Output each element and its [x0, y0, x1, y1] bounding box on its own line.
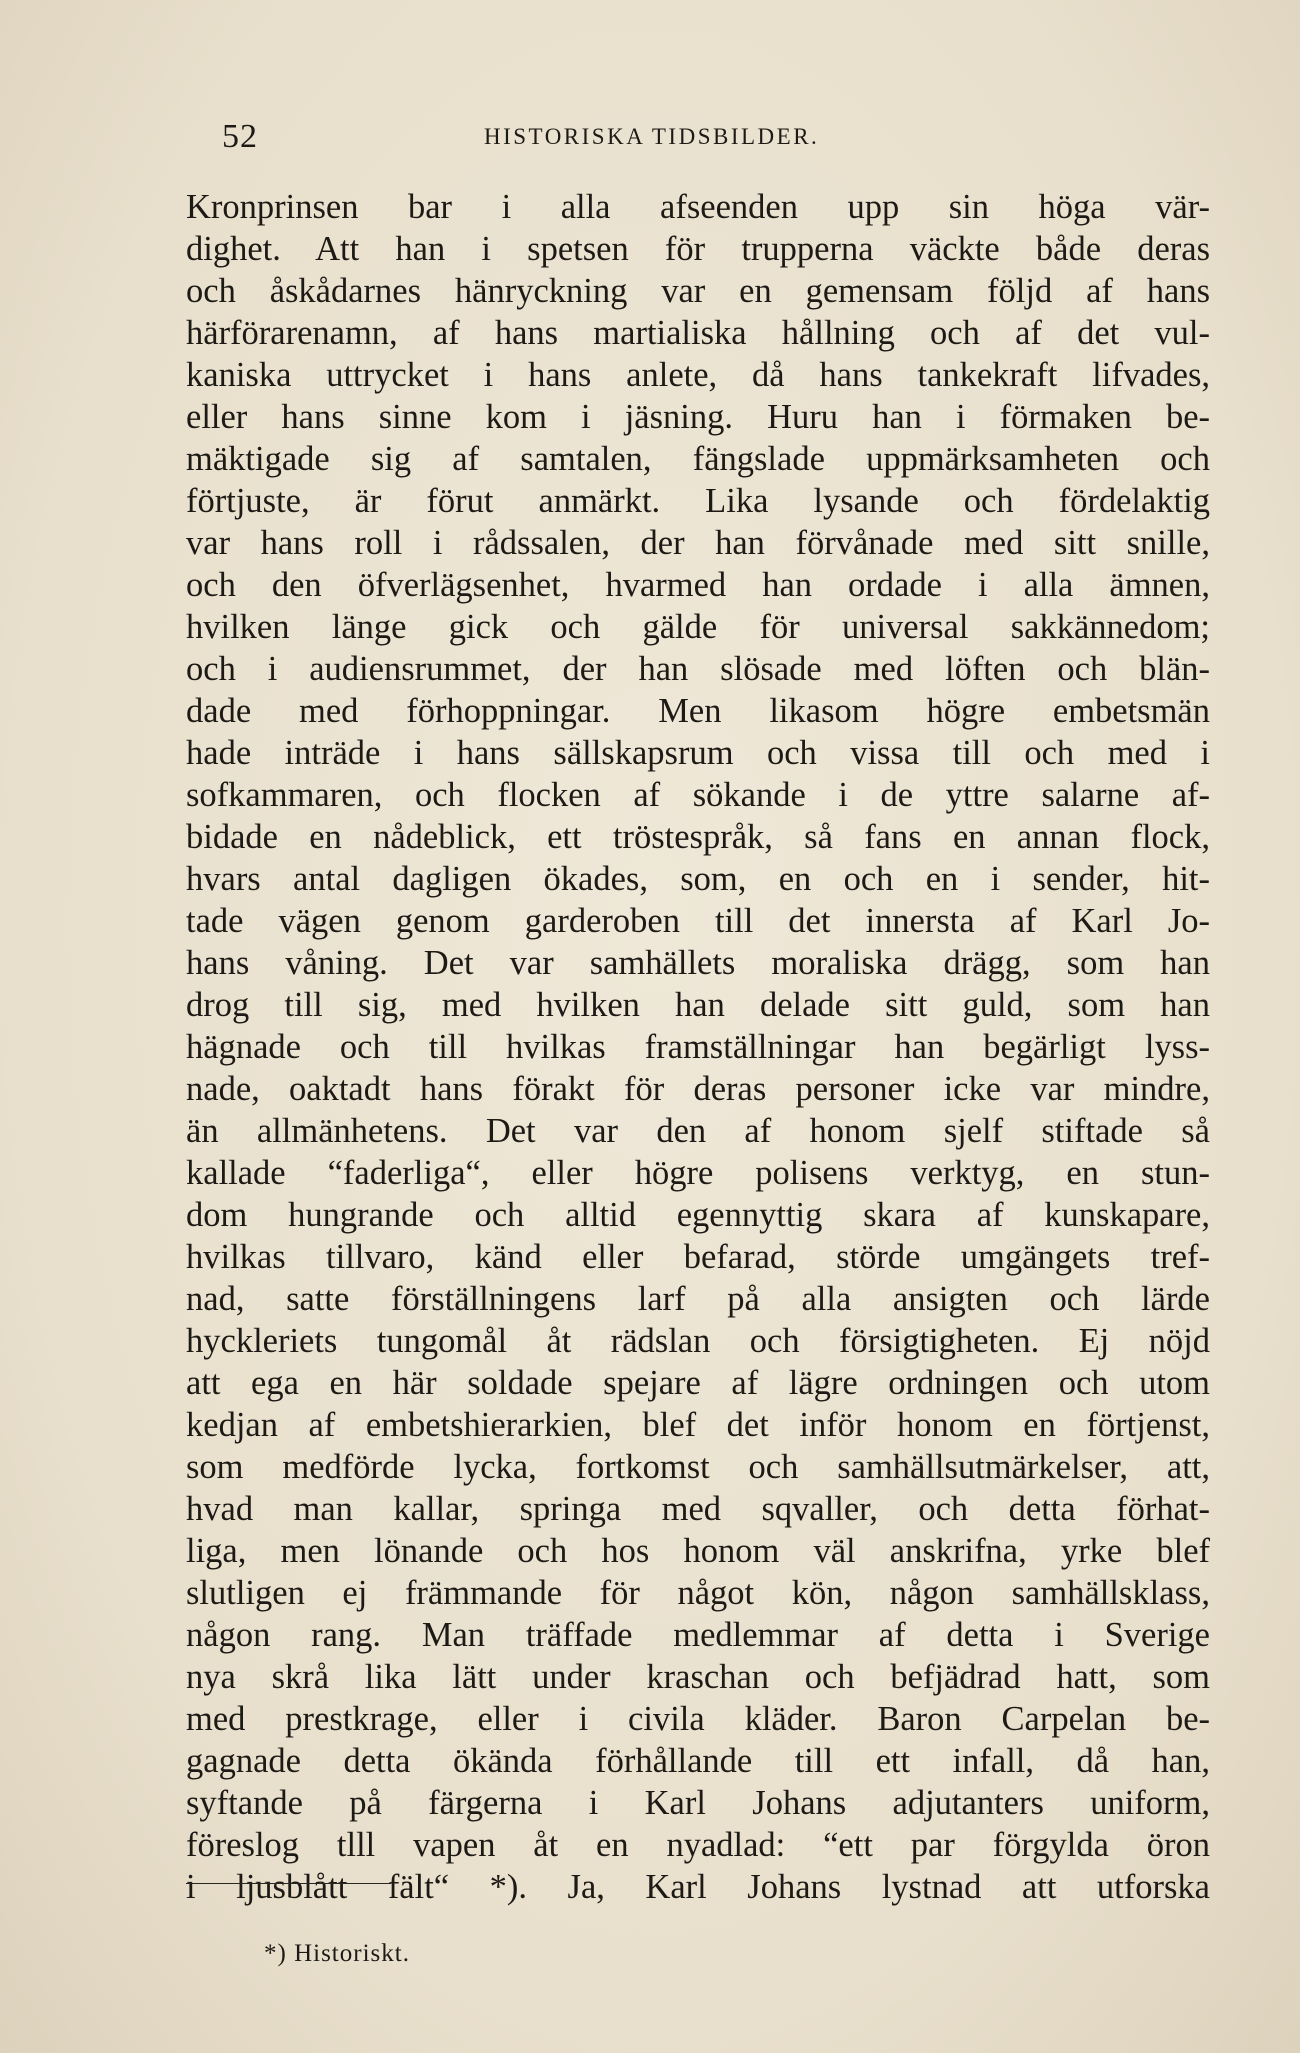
text-line: kedjan af embetshierarkien, blef det inför honom en förtjenst,	[186, 1406, 1210, 1444]
running-head: HISTORISKA TIDSBILDER.	[484, 124, 820, 149]
footnote: *) Historiskt.	[264, 1940, 410, 1967]
text-line: som medförde lycka, fortkomst och samhällsutmärkelser, att,	[186, 1448, 1210, 1486]
text-line: dom hungrande och alltid egennyttig skara af kunskapare,	[186, 1196, 1210, 1234]
text-line: Kronprinsen bar i alla afseenden upp sin höga vär-	[186, 188, 1210, 226]
text-line: nade, oaktadt hans förakt för deras personer icke var mindre,	[186, 1070, 1210, 1108]
text-line: tade vägen genom garderoben till det innersta af Karl Jo-	[186, 902, 1210, 940]
text-line: dade med förhoppningar. Men likasom högre embetsmän	[186, 692, 1210, 730]
body-text	[186, 186, 1210, 1908]
text-line: nya skrå lika lätt under kraschan och befjädrad hatt, som	[186, 1658, 1210, 1696]
page-header	[222, 118, 1222, 158]
text-line: dighet. Att han i spetsen för trupperna väckte både deras	[186, 230, 1210, 268]
footnote-rule	[186, 1883, 391, 1884]
text-line: och i audiensrummet, der han slösade med löften och blän-	[186, 650, 1210, 688]
text-line: och åskådarnes hänryckning var en gemensam följd af hans	[186, 272, 1210, 310]
text-line: hvad man kallar, springa med sqvaller, och detta förhat-	[186, 1490, 1210, 1528]
text-line: hägnade och till hvilkas framställningar han begärligt lyss-	[186, 1028, 1210, 1066]
text-line: syftande på färgerna i Karl Johans adjutanters uniform,	[186, 1784, 1210, 1822]
text-line: liga, men lönande och hos honom väl anskrifna, yrke blef	[186, 1532, 1210, 1570]
text-line: kallade “faderliga“, eller högre polisens verktyg, en stun-	[186, 1154, 1210, 1192]
text-line: bidade en nådeblick, ett tröstespråk, så fans en annan flock,	[186, 818, 1210, 856]
text-line: att ega en här soldade spejare af lägre ordningen och utom	[186, 1364, 1210, 1402]
text-line: föreslog tlll vapen åt en nyadlad: “ett par förgylda öron	[186, 1826, 1210, 1864]
text-line: hvilken länge gick och gälde för universal sakkännedom;	[186, 608, 1210, 646]
text-line: kaniska uttrycket i hans anlete, då hans tankekraft lifvades,	[186, 356, 1210, 394]
text-line: än allmänhetens. Det var den af honom sjelf stiftade så	[186, 1112, 1210, 1150]
text-line: i ljusblått fält“ *). Ja, Karl Johans lystnad att utforska	[186, 1868, 1210, 1906]
text-line: hans våning. Det var samhällets moraliska drägg, som han	[186, 944, 1210, 982]
text-line: drog till sig, med hvilken han delade sitt guld, som han	[186, 986, 1210, 1024]
text-line: eller hans sinne kom i jäsning. Huru han i förmaken be-	[186, 398, 1210, 436]
text-line: var hans roll i rådssalen, der han förvånade med sitt snille,	[186, 524, 1210, 562]
text-line: någon rang. Man träffade medlemmar af detta i Sverige	[186, 1616, 1210, 1654]
text-line: slutligen ej främmande för något kön, någon samhällsklass,	[186, 1574, 1210, 1612]
text-line: mäktigade sig af samtalen, fängslade uppmärksamheten och	[186, 440, 1210, 478]
text-line: nad, satte förställningens larf på alla ansigten och lärde	[186, 1280, 1210, 1318]
text-line: med prestkrage, eller i civila kläder. Baron Carpelan be-	[186, 1700, 1210, 1738]
text-line: gagnade detta ökända förhållande till ett infall, då han,	[186, 1742, 1210, 1780]
text-line: hade inträde i hans sällskapsrum och vissa till och med i	[186, 734, 1210, 772]
page-number: 52	[222, 118, 258, 155]
text-line: hvars antal dagligen ökades, som, en och en i sender, hit-	[186, 860, 1210, 898]
text-line: hvilkas tillvaro, känd eller befarad, störde umgängets tref-	[186, 1238, 1210, 1276]
text-line: och den öfverlägsenhet, hvarmed han ordade i alla ämnen,	[186, 566, 1210, 604]
text-line: härförarenamn, af hans martialiska hållning och af det vul-	[186, 314, 1210, 352]
text-line: hyckleriets tungomål åt rädslan och försigtigheten. Ej nöjd	[186, 1322, 1210, 1360]
text-line: förtjuste, är förut anmärkt. Lika lysande och fördelaktig	[186, 482, 1210, 520]
text-line: sofkammaren, och flocken af sökande i de yttre salarne af-	[186, 776, 1210, 814]
